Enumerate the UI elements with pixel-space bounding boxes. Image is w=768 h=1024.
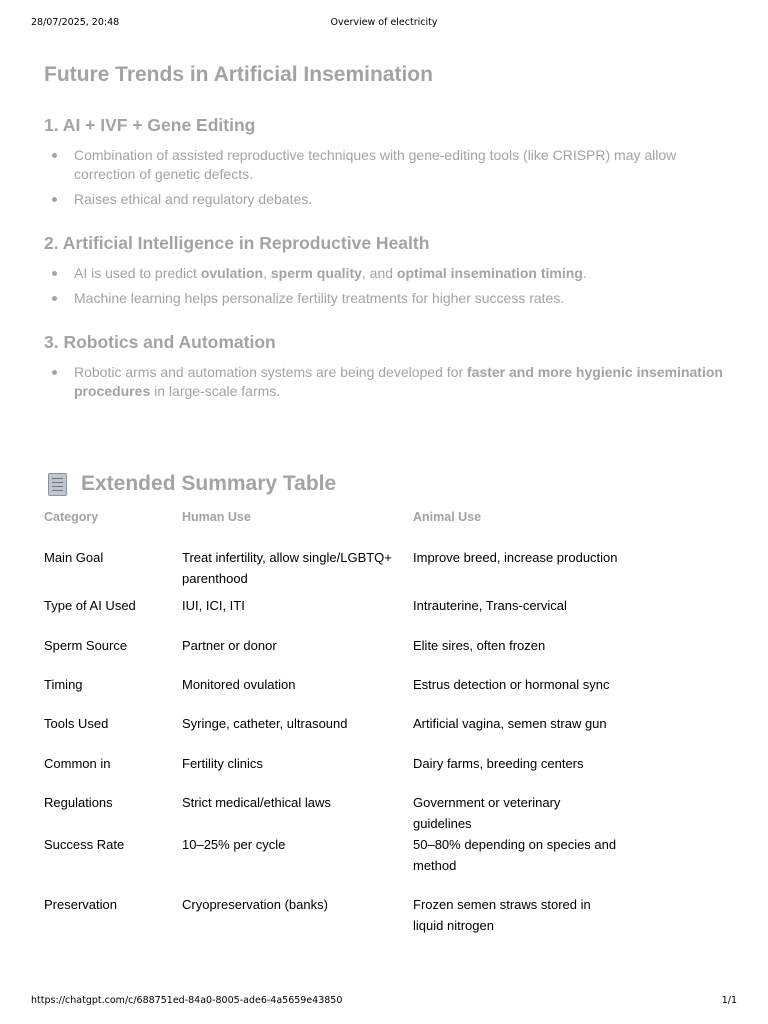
bullet-dot bbox=[52, 370, 57, 375]
cell-human-use: Treat infertility, allow single/LGBTQ+ parenthood bbox=[182, 550, 392, 586]
list-item bbox=[44, 146, 724, 184]
cell-animal-use: Dairy farms, breeding centers bbox=[413, 756, 584, 771]
summary-heading-text: Extended Summary Table bbox=[81, 472, 337, 495]
cell-animal-use: Government or veterinary guidelines bbox=[413, 795, 561, 831]
cell-category: Regulations bbox=[44, 795, 113, 810]
bullet-dot bbox=[52, 271, 57, 276]
table-row bbox=[44, 713, 643, 753]
text: Raises ethical and regulatory debates. bbox=[74, 191, 313, 207]
section-list-gene-editing bbox=[44, 146, 724, 215]
table-row bbox=[44, 792, 643, 834]
table-row bbox=[44, 834, 643, 894]
bold-text: ovulation bbox=[200, 265, 264, 281]
bold-text: optimal insemination timing bbox=[396, 265, 583, 281]
cell-human-use: Fertility clinics bbox=[182, 756, 263, 771]
bullet-dot bbox=[52, 197, 57, 202]
text: , and bbox=[361, 265, 397, 281]
table-row bbox=[44, 535, 643, 595]
ledger-icon bbox=[48, 473, 67, 496]
summary-table bbox=[44, 510, 643, 936]
table-row bbox=[44, 635, 643, 674]
cell-category: Tools Used bbox=[44, 716, 109, 731]
cell-animal-use: Elite sires, often frozen bbox=[413, 638, 546, 653]
print-header bbox=[0, 17, 768, 31]
print-url: https://chatgpt.com/c/688751ed-84a0-8005-ade6-4a5659e43850 bbox=[31, 995, 343, 1006]
cell-category: Type of AI Used bbox=[44, 598, 136, 613]
text: Machine learning helps personalize fertility treatments for higher success rates. bbox=[74, 290, 565, 306]
text: Robotic arms and automation systems are being developed for bbox=[74, 364, 467, 380]
bullet-dot bbox=[52, 296, 57, 301]
section-heading-robotics: 3. Robotics and Automation bbox=[44, 332, 276, 352]
cell-category: Success Rate bbox=[44, 837, 125, 852]
text: AI is used to predict bbox=[74, 265, 201, 281]
summary-table-body bbox=[44, 535, 643, 936]
section-list-robotics bbox=[44, 363, 724, 407]
text: , bbox=[263, 265, 271, 281]
print-title: Overview of electricity bbox=[330, 17, 438, 28]
table-row bbox=[44, 674, 643, 713]
section-heading-gene-editing: 1. AI + IVF + Gene Editing bbox=[44, 115, 256, 135]
cell-category: Sperm Source bbox=[44, 638, 128, 653]
cell-animal-use: Frozen semen straws stored in liquid nitrogen bbox=[413, 897, 591, 933]
section-list-ai-reproductive bbox=[44, 264, 724, 314]
table-row bbox=[44, 894, 643, 936]
cell-human-use: Cryopreservation (banks) bbox=[182, 897, 328, 912]
text: . bbox=[582, 265, 587, 281]
summary-heading bbox=[44, 472, 336, 496]
cell-animal-use: 50–80% depending on species and method bbox=[413, 837, 617, 873]
column-header-human-use: Human Use bbox=[182, 510, 251, 524]
cell-category: Preservation bbox=[44, 897, 117, 912]
bold-text: sperm quality bbox=[270, 265, 362, 281]
print-datetime: 28/07/2025, 20:48 bbox=[31, 17, 120, 28]
list-item bbox=[44, 264, 724, 283]
column-header-category: Category bbox=[44, 510, 99, 524]
cell-human-use: IUI, ICI, ITI bbox=[182, 598, 245, 613]
cell-category: Timing bbox=[44, 677, 83, 692]
cell-human-use: 10–25% per cycle bbox=[182, 837, 286, 852]
table-row bbox=[44, 753, 643, 792]
cell-human-use: Partner or donor bbox=[182, 638, 277, 653]
page-title: Future Trends in Artificial Insemination bbox=[44, 63, 433, 86]
section-heading-ai-reproductive: 2. Artificial Intelligence in Reproductive Health bbox=[44, 233, 430, 253]
cell-category: Common in bbox=[44, 756, 111, 771]
print-page-number: 1/1 bbox=[721, 995, 737, 1006]
cell-animal-use: Artificial vagina, semen straw gun bbox=[413, 716, 607, 731]
text: Combination of assisted reproductive techniques with gene-editing tools (like CRISPR) may allow correction of genetic defects. bbox=[74, 147, 677, 182]
list-item bbox=[44, 190, 724, 209]
bold-text: faster and more hygienic insemination procedures bbox=[74, 364, 723, 399]
column-header-animal-use: Animal Use bbox=[413, 510, 482, 524]
bullet-dot bbox=[52, 153, 57, 158]
cell-animal-use: Intrauterine, Trans-cervical bbox=[413, 598, 567, 613]
cell-category: Main Goal bbox=[44, 550, 104, 565]
cell-human-use: Syringe, catheter, ultrasound bbox=[182, 716, 348, 731]
cell-animal-use: Estrus detection or hormonal sync bbox=[413, 677, 610, 692]
table-header-row bbox=[44, 510, 643, 535]
cell-human-use: Monitored ovulation bbox=[182, 677, 296, 692]
print-footer bbox=[0, 995, 768, 1009]
list-item bbox=[44, 363, 724, 401]
list-item bbox=[44, 289, 724, 308]
text: in large-scale farms. bbox=[150, 383, 281, 399]
table-row bbox=[44, 595, 643, 635]
cell-animal-use: Improve breed, increase production bbox=[413, 550, 618, 565]
cell-human-use: Strict medical/ethical laws bbox=[182, 795, 331, 810]
